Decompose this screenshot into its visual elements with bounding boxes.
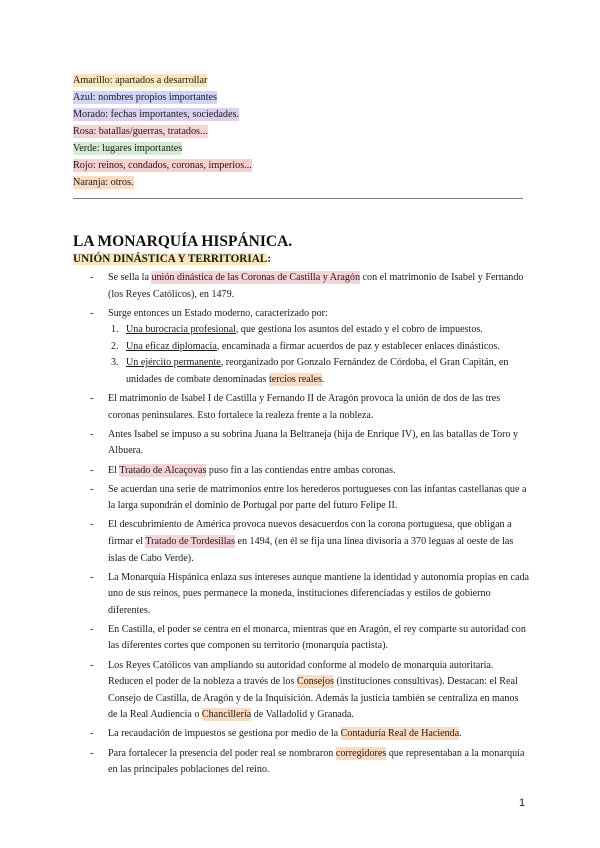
list-item: - El Tratado de Alcaçovas puso fin a las contiendas entre ambas coronas.: [90, 463, 530, 480]
horizontal-divider: [73, 198, 523, 199]
bullet-dash: -: [90, 483, 94, 495]
legend-red: Rojo: reinos, condados, coronas, imperios...: [73, 160, 252, 171]
legend-blue: Azul: nombres propios importantes: [73, 92, 218, 103]
sub-list-item: 2. Una eficaz diplomacia, encaminada a firmar acuerdos de paz y establecer enlaces dinásticos.: [111, 340, 500, 352]
list-item: - La Monarquía Hispánica enlaza sus intereses aunque mantiene la identidad y autonomía propias en cada uno de sus reinos, pues permanece la moneda, instituciones diferenciadas y estilos de gobierno diferentes.: [90, 571, 529, 616]
legend-orange: Naranja: otros.: [73, 177, 134, 188]
sub-list-item: 1. Una burocracia profesional, que gestiona los asuntos del estado y el cobro de impuestos.: [111, 324, 483, 336]
list-item: - Surge entonces un Estado moderno, caracterizado por:: [90, 306, 530, 323]
content-list: [90, 270, 530, 781]
legend-purple: Morado: fechas importantes, sociedades.: [73, 109, 240, 120]
bullet-dash: -: [90, 519, 94, 531]
bullet-dash: -: [90, 464, 94, 476]
legend-pink: Rosa: batallas/guerras, tratados...: [73, 126, 208, 137]
bullet-dash: -: [90, 728, 94, 740]
section-subtitle: UNIÓN DINÁSTICA Y TERRITORIAL:: [73, 253, 272, 265]
bullet-dash: -: [90, 307, 94, 319]
legend-green: Verde: lugares importantes: [73, 143, 183, 154]
bullet-dash: -: [90, 393, 94, 405]
list-item: - Antes Isabel se impuso a su sobrina Juana la Beltraneja (hija de Enrique IV), en las batallas de Toro y Albuera.: [90, 428, 519, 457]
list-item: - La recaudación de impuestos se gestiona por medio de la Contaduría Real de Hacienda.: [90, 726, 530, 743]
list-item: - El descubrimiento de América provoca nuevos desacuerdos con la corona portuguesa, que obligan a firmar el Tratado de Tordesillas en 1494, (en él se fija una línea divisoria a 370 leguas al oeste de las islas de Cabo Verde).: [90, 519, 514, 564]
page-number: 1: [519, 797, 526, 809]
list-item: - Para fortalecer la presencia del poder real se nombraron corregidores que representaban a la monarquía en las principales poblaciones del reino.: [90, 747, 525, 776]
bullet-dash: -: [90, 747, 94, 759]
bullet-dash: -: [90, 272, 94, 283]
sub-list-item: 3. Un ejército permanente, reorganizado por Gonzalo Fernández de Córdoba, el Gran Capitán, en unidades de combate denominadas tercios reales.: [111, 357, 509, 386]
bullet-dash: -: [90, 623, 94, 635]
legend-yellow: Amarillo: apartados a desarrollar: [73, 75, 208, 86]
list-item: - Se sella la unión dinástica de las Coronas de Castilla y Aragón con el matrimonio de Isabel y Fernando (los Reyes Católicos), en 1479.: [90, 272, 524, 300]
page-title: LA MONARQUÍA HISPÁNICA.: [73, 233, 293, 250]
list-item: - En Castilla, el poder se centra en el monarca, mientras que en Aragón, el rey comparte su autoridad con las diferentes cortes que componen su territorio (monarquía pactista).: [90, 623, 526, 652]
bullet-dash: -: [90, 428, 94, 440]
list-item: - Los Reyes Católicos van ampliando su autoridad conforme al modelo de monarquía autoritaria. Reducen el poder de la nobleza a través de los Consejos (instituciones consultivas). Destacan: el Real Consejo de Castilla, de Aragón y de la Inquisición. Además la justicia también se centraliza en manos de la Real Audiencia o Chancillería de Valladolid y Granada.: [90, 659, 519, 721]
list-item: - El matrimonio de Isabel I de Castilla y Fernando II de Aragón provoca la unión de dos de las tres coronas peninsulares. Esto fortalece la realeza frente a la nobleza.: [90, 393, 501, 421]
color-legend: [73, 72, 252, 191]
bullet-dash: -: [90, 571, 94, 583]
list-item: - Se acuerdan una serie de matrimonios entre los herederos portugueses con las infantas castellanas que a la larga supondrán el dominio de Portugal por parte del futuro Felipe II.: [90, 483, 527, 512]
bullet-dash: -: [90, 659, 94, 671]
